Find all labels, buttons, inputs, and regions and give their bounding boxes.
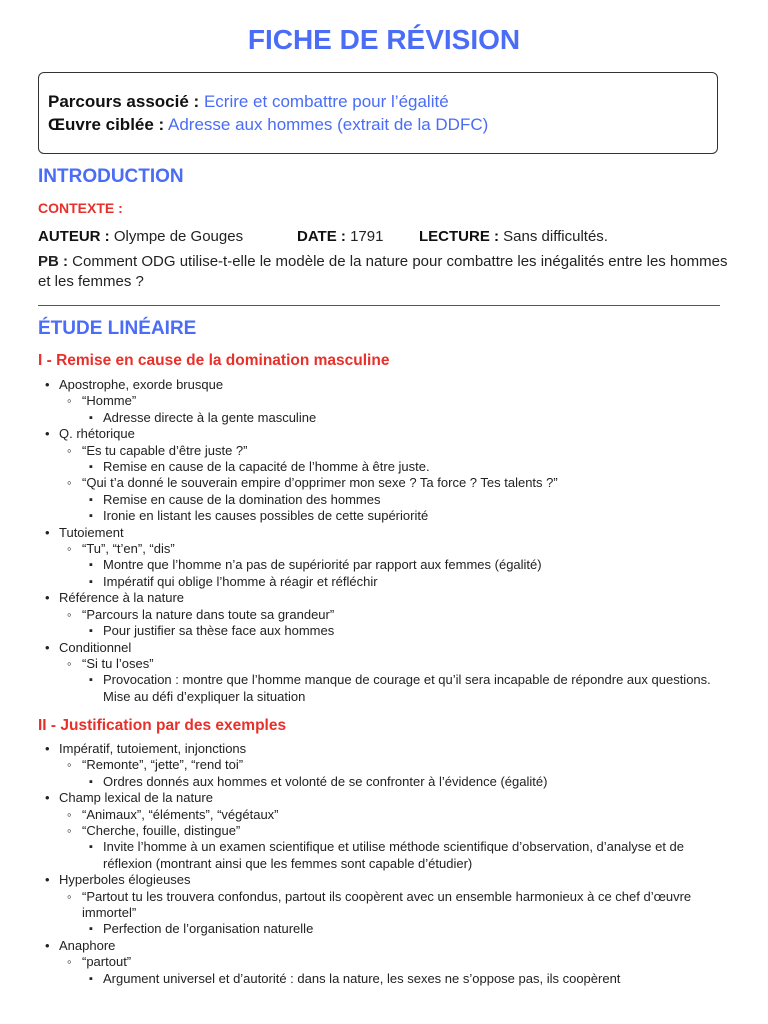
analysis-item bbox=[38, 557, 728, 573]
page-title: FICHE DE RÉVISION bbox=[247, 24, 521, 55]
analysis-text: ▪ Montre que l’homme n’a pas de supériorité par rapport aux femmes (égalité) bbox=[103, 557, 542, 573]
quote-item: ◦ “Animaux”, “éléments”, “végétaux” bbox=[38, 807, 728, 823]
introduction-heading: INTRODUCTION bbox=[38, 166, 184, 187]
quote-item: ◦ “Cherche, fouille, distingue” bbox=[38, 823, 728, 839]
analysis-item bbox=[38, 623, 728, 639]
analysis-text: ▪ Ironie en listant les causes possibles de cette supériorité bbox=[103, 508, 429, 524]
pb-value: Comment ODG utilise-t-elle le modèle de la nature pour combattre les inégalités entre les hommes et les femmes ? bbox=[38, 253, 728, 290]
auteur-line bbox=[38, 228, 243, 245]
analysis-text: ▪ Pour justifier sa thèse face aux hommes bbox=[103, 623, 335, 639]
problematique bbox=[38, 252, 728, 292]
analysis-item bbox=[38, 672, 728, 705]
bullet-item: • Hyperboles élogieuses bbox=[38, 872, 728, 888]
analysis-item bbox=[38, 492, 728, 508]
bullet-item: • Tutoiement bbox=[38, 525, 728, 541]
analysis-item bbox=[38, 574, 728, 590]
section-divider bbox=[38, 305, 720, 306]
parcours-value: Ecrire et combattre pour l’égalité bbox=[203, 92, 449, 111]
oeuvre-label: Œuvre ciblée : bbox=[48, 115, 165, 134]
analysis-item bbox=[38, 971, 728, 987]
quote-item: ◦ “Es tu capable d’être juste ?” bbox=[38, 443, 728, 459]
analysis-text: ▪ Remise en cause de la domination des hommes bbox=[103, 491, 381, 507]
part1-list bbox=[38, 377, 728, 705]
parcours-line bbox=[48, 90, 708, 113]
quote-item: ◦ “Homme” bbox=[38, 393, 728, 409]
auteur-value: Olympe de Gouges bbox=[113, 228, 244, 245]
part1-title: I - Remise en cause de la domination masculine bbox=[38, 352, 390, 369]
contexte-label: CONTEXTE : bbox=[38, 200, 123, 216]
analysis-item bbox=[38, 921, 728, 937]
analysis-text: ▪ Invite l’homme à un examen scientifique et utilise méthode scientifique d’observation, d’analyse et de réflexion (montrant ainsi que les femmes sont capable d’étudier) bbox=[103, 839, 685, 871]
pb-label: PB : bbox=[38, 253, 68, 270]
bullet-item: • Q. rhétorique bbox=[38, 426, 728, 442]
bullet-item: • Apostrophe, exorde brusque bbox=[38, 377, 728, 393]
lecture-line bbox=[419, 228, 608, 245]
analysis-item bbox=[38, 410, 728, 426]
quote-item: ◦ “Tu”, “t’en”, “dis” bbox=[38, 541, 728, 557]
analysis-item bbox=[38, 774, 728, 790]
bullet-item: • Anaphore bbox=[38, 938, 728, 954]
bullet-item: • Référence à la nature bbox=[38, 590, 728, 606]
etude-heading: ÉTUDE LINÉAIRE bbox=[38, 318, 197, 339]
quote-item: ◦ “partout” bbox=[38, 954, 728, 970]
bullet-item: • Champ lexical de la nature bbox=[38, 790, 728, 806]
analysis-item bbox=[38, 508, 728, 524]
date-line bbox=[297, 228, 383, 245]
analysis-text: ▪ Remise en cause de la capacité de l’homme à être juste. bbox=[103, 459, 430, 475]
analysis-text: ▪ Impératif qui oblige l’homme à réagir et réfléchir bbox=[103, 573, 378, 589]
date-label: DATE : bbox=[297, 228, 346, 245]
analysis-text: ▪ Argument universel et d’autorité : dans la nature, les sexes ne s’oppose pas, ils coopèrent bbox=[103, 970, 621, 986]
oeuvre-value: Adresse aux hommes (extrait de la DDFC) bbox=[168, 115, 489, 134]
oeuvre-line bbox=[48, 113, 708, 136]
analysis-text: ▪ Ordres donnés aux hommes et volonté de se confronter à l’évidence (égalité) bbox=[103, 773, 548, 789]
lecture-label: LECTURE : bbox=[419, 228, 499, 245]
part2-list bbox=[38, 741, 728, 987]
part2-title: II - Justification par des exemples bbox=[38, 717, 287, 734]
quote-item: ◦ “Partout tu les trouvera confondus, partout ils coopèrent avec un ensemble harmonieux à ce chef d’œuvre immortel” bbox=[38, 889, 728, 922]
work-info-box bbox=[38, 72, 718, 154]
quote-item: ◦ “Si tu l’oses” bbox=[38, 656, 728, 672]
quote-item: ◦ “Parcours la nature dans toute sa grandeur” bbox=[38, 607, 728, 623]
lecture-value: Sans difficultés. bbox=[503, 228, 608, 245]
date-value: 1791 bbox=[350, 228, 384, 245]
analysis-text: ▪ Perfection de l’organisation naturelle bbox=[103, 921, 314, 937]
bullet-item: • Impératif, tutoiement, injonctions bbox=[38, 741, 728, 757]
quote-item: ◦ “Remonte”, “jette”, “rend toi” bbox=[38, 757, 728, 773]
analysis-text: ▪ Provocation : montre que l’homme manque de courage et qu’il sera incapable de répondre aux questions. Mise au défi d’expliquer la situation bbox=[103, 672, 711, 704]
bullet-item: • Conditionnel bbox=[38, 640, 728, 656]
auteur-label: AUTEUR : bbox=[38, 228, 110, 245]
parcours-label: Parcours associé : bbox=[48, 92, 200, 111]
analysis-text: ▪ Adresse directe à la gente masculine bbox=[103, 409, 317, 425]
analysis-item bbox=[38, 839, 728, 872]
analysis-item bbox=[38, 459, 728, 475]
quote-item: ◦ “Qui t’a donné le souverain empire d’opprimer mon sexe ? Ta force ? Tes talents ?” bbox=[38, 475, 728, 491]
